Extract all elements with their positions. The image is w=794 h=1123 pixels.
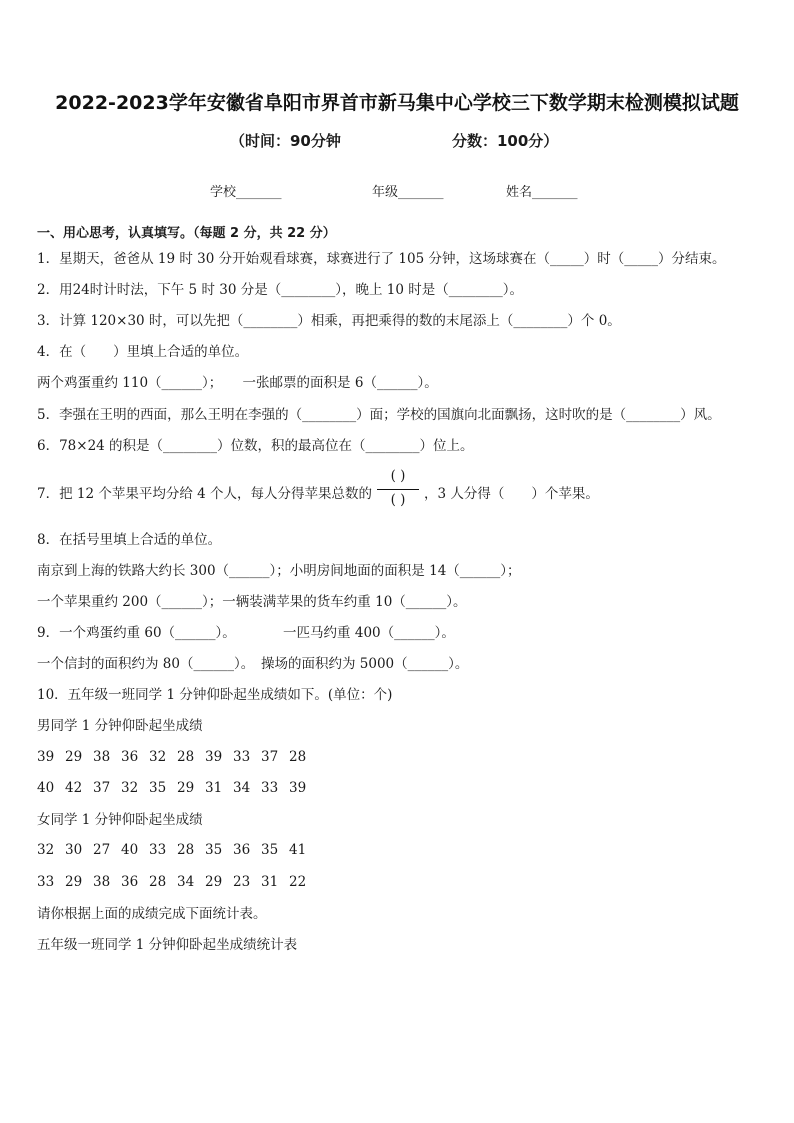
score-value: 36 <box>121 749 139 765</box>
question-8-line1: 南京到上海的铁路大约长 300（______）；小明房间地面的面积是 14（______）； <box>37 563 521 579</box>
question-4: 4．在（ ）里填上合适的单位。 <box>37 344 249 360</box>
boys-label: 男同学 1 分钟仰卧起坐成绩 <box>37 718 203 734</box>
name-field: 姓名_______ <box>506 185 578 200</box>
score-value: 33 <box>149 842 167 858</box>
score-value: 23 <box>233 874 251 890</box>
score-value: 40 <box>37 780 55 796</box>
instruction-text: 请你根据上面的成绩完成下面统计表。 <box>37 906 267 922</box>
fraction-denominator: ( ) <box>390 492 406 508</box>
exam-meta <box>0 130 794 152</box>
score-value: 40 <box>121 842 139 858</box>
exam-score: 分数：100分） <box>452 132 559 150</box>
score-value: 31 <box>261 874 279 890</box>
fraction-bar <box>377 489 419 490</box>
question-1: 1．星期天，爸爸从 19 时 30 分开始观看球赛，球赛进行了 105 分钟，这场球赛在（_____）时（_____）分结束。 <box>37 251 726 267</box>
score-value: 33 <box>261 780 279 796</box>
exam-title: 2022-2023学年安徽省阜阳市界首市新马集中心学校三下数学期末检测模拟试题 <box>55 92 739 114</box>
score-value: 28 <box>289 749 307 765</box>
question-4-items: 两个鸡蛋重约 110（______）； 一张邮票的面积是 6（______）。 <box>37 375 438 391</box>
question-2: 2．用24时计时法，下午 5 时 30 分是（________），晚上 10 时是（________）。 <box>37 282 523 298</box>
score-value: 39 <box>37 749 55 765</box>
score-value: 33 <box>37 874 55 890</box>
score-value: 29 <box>65 749 83 765</box>
score-value: 29 <box>65 874 83 890</box>
question-8: 8．在括号里填上合适的单位。 <box>37 532 222 548</box>
score-value: 28 <box>177 842 195 858</box>
question-5: 5．李强在王明的西面，那么王明在李强的（________）面；学校的国旗向北面飘扬，这时吹的是（________）风。 <box>37 407 721 423</box>
question-8-line2: 一个苹果重约 200（______）；一辆装满苹果的货车约重 10（______）。 <box>37 594 467 610</box>
question-10: 10．五年级一班同学 1 分钟仰卧起坐成绩如下。(单位：个) <box>37 687 393 703</box>
exam-time: （时间：90分钟 <box>230 132 341 150</box>
score-value: 31 <box>205 780 223 796</box>
section-heading: 一、用心思考，认真填写。（每题 2 分，共 22 分） <box>37 226 336 241</box>
question-7-part1: 7．把 12 个苹果平均分给 4 个人，每人分得苹果总数的 <box>37 486 373 502</box>
score-value: 32 <box>121 780 139 796</box>
school-field: 学校_______ <box>210 185 282 200</box>
score-value: 37 <box>93 780 111 796</box>
score-value: 29 <box>205 874 223 890</box>
score-value: 35 <box>205 842 223 858</box>
score-value: 36 <box>233 842 251 858</box>
score-value: 41 <box>289 842 307 858</box>
fraction-numerator: ( ) <box>390 468 406 484</box>
girls-label: 女同学 1 分钟仰卧起坐成绩 <box>37 812 203 828</box>
score-value: 30 <box>65 842 83 858</box>
girls-scores-row-1 <box>37 842 317 858</box>
score-value: 36 <box>121 874 139 890</box>
score-value: 22 <box>289 874 307 890</box>
score-value: 39 <box>205 749 223 765</box>
score-value: 39 <box>289 780 307 796</box>
student-info <box>0 181 794 201</box>
fraction-blank <box>375 468 421 512</box>
grade-field: 年级_______ <box>372 185 444 200</box>
boys-scores-row-2 <box>37 780 317 796</box>
score-value: 35 <box>149 780 167 796</box>
girls-scores-row-2 <box>37 874 317 890</box>
question-9-line1: 9．一个鸡蛋约重 60（______）。 一匹马约重 400（______）。 <box>37 625 455 641</box>
score-value: 35 <box>261 842 279 858</box>
score-value: 32 <box>149 749 167 765</box>
question-9-line2: 一个信封的面积约为 80（______）。 操场的面积约为 5000（______）。 <box>37 656 469 672</box>
score-value: 29 <box>177 780 195 796</box>
score-value: 38 <box>93 874 111 890</box>
score-value: 28 <box>177 749 195 765</box>
score-value: 32 <box>37 842 55 858</box>
score-value: 37 <box>261 749 279 765</box>
score-value: 28 <box>149 874 167 890</box>
boys-scores-row-1 <box>37 749 317 765</box>
question-7-part2: ，3 人分得（ ）个苹果。 <box>424 486 599 502</box>
score-value: 27 <box>93 842 111 858</box>
score-value: 34 <box>177 874 195 890</box>
score-value: 33 <box>233 749 251 765</box>
score-value: 42 <box>65 780 83 796</box>
question-3: 3．计算 120×30 时，可以先把（________）相乘，再把乘得的数的末尾添上（________）个 0。 <box>37 313 621 329</box>
score-value: 34 <box>233 780 251 796</box>
question-6: 6．78×24 的积是（________）位数，积的最高位在（________）位上。 <box>37 438 474 454</box>
table-title: 五年级一班同学 1 分钟仰卧起坐成绩统计表 <box>37 937 298 953</box>
score-value: 38 <box>93 749 111 765</box>
